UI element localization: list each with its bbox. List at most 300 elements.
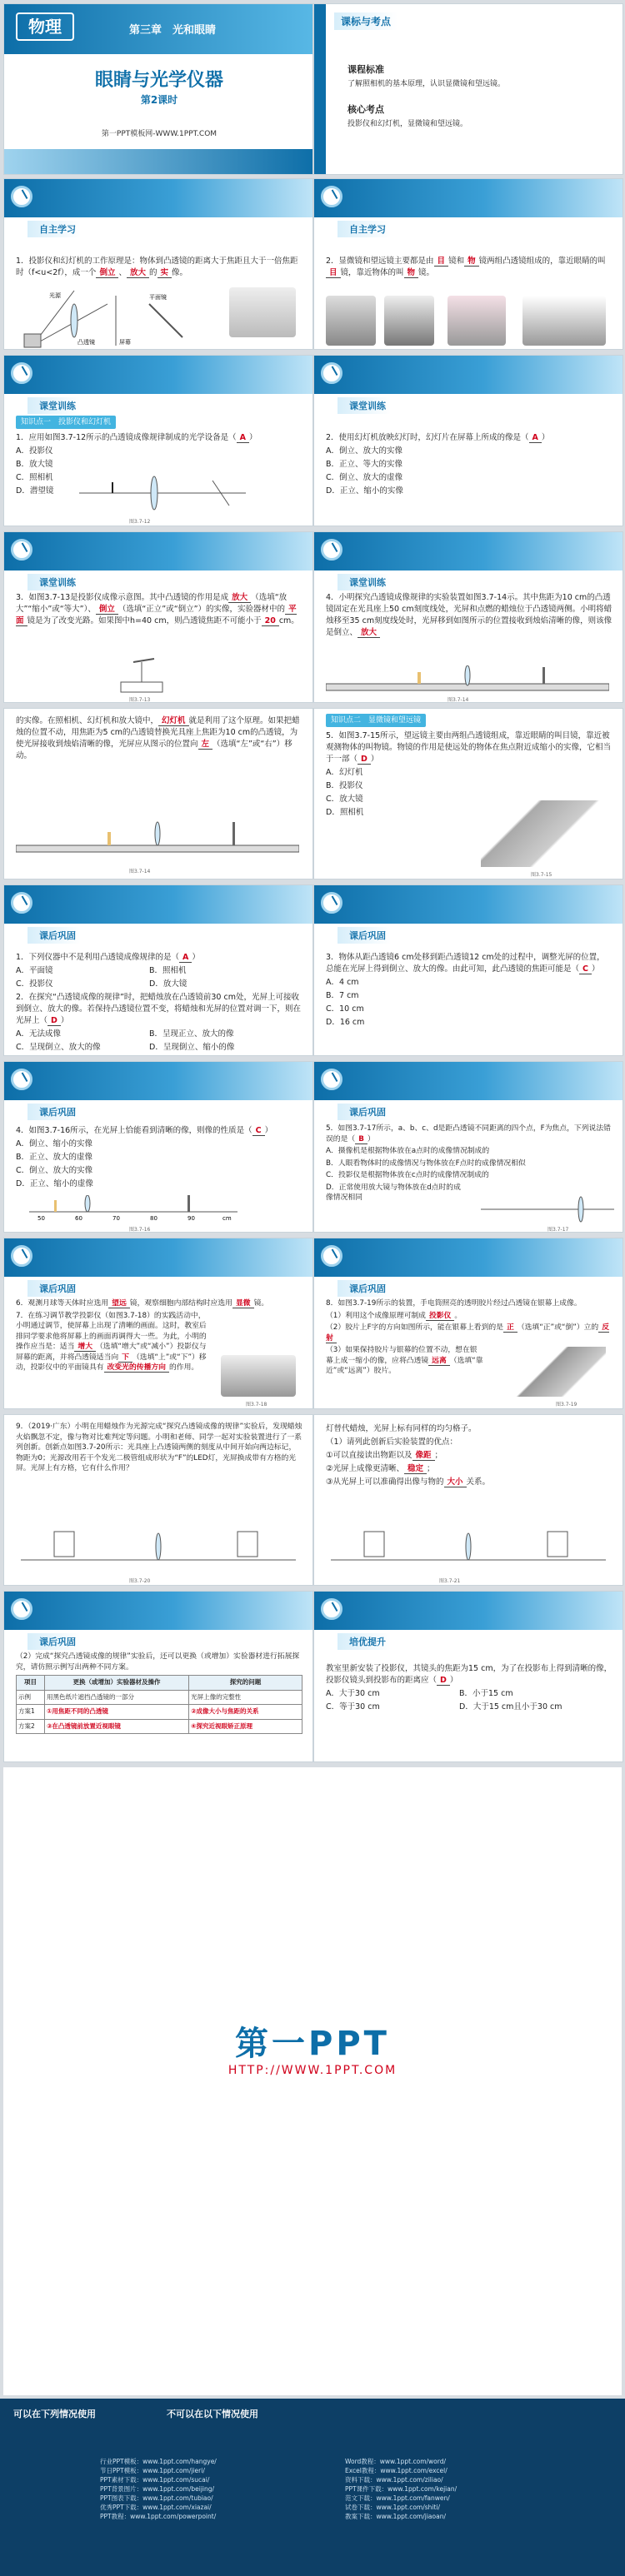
q-answer: A <box>237 433 249 443</box>
question-block <box>326 952 612 1030</box>
figure-caption: 图3.7-20 <box>129 1578 151 1584</box>
subject-badge: 物理 <box>16 12 74 41</box>
table-cell: ③在凸透镜前放置近视眼镜 <box>45 1719 189 1734</box>
option-a: A．倒立、放大的实像 <box>326 446 402 456</box>
brand-area <box>3 1767 622 2395</box>
q2-text-d: 镜，靠近物体的叫 <box>340 268 404 277</box>
pen-icon <box>321 186 342 207</box>
option-b: B．正立、等大的实像 <box>326 460 403 469</box>
q-end: ） <box>449 1676 458 1685</box>
classroom-slide-1 <box>3 355 313 526</box>
review-slide-6 <box>313 1238 623 1409</box>
footer-link[interactable]: 节日PPT模板：www.1ppt.com/jieri/ <box>100 2467 205 2474</box>
table-row <box>17 1705 302 1720</box>
question-1 <box>16 256 302 279</box>
option-b: B．人眼看物体时的成像情况与物体放在F点时的成像情况相似 <box>326 1158 526 1168</box>
q6-text-a: 6．观测月球等天体时应选用 <box>16 1299 109 1308</box>
knowledge-tag: 知识点二 显微镜和望远镜 <box>326 714 426 727</box>
telescope-photo <box>448 296 506 346</box>
option-b: B．投影仪 <box>326 781 363 790</box>
footer-link[interactable]: 资料下载：www.1ppt.com/ziliao/ <box>345 2476 443 2484</box>
question-4-cont <box>16 715 302 762</box>
options-row-1 <box>326 1688 612 1700</box>
p3-answer: 稳定 <box>404 1464 427 1474</box>
q1-answer-3: 实 <box>158 268 172 278</box>
pen-icon <box>321 539 342 561</box>
q7-text-a: 7．在练习调节教学投影仪（如图3.7-18）的实践活动中，小明通过调节，使屏幕上出现了清晰的画面。这时，教室后排同学要求他将屏幕上的画面再调得大一些。为此，小明的操作应当是：适当 <box>16 1311 207 1351</box>
scale-bench <box>29 1195 238 1222</box>
q2-answer-4: 物 <box>404 268 419 278</box>
option-a: A．幻灯机 <box>326 768 363 777</box>
option-b: B．照相机 <box>149 966 187 975</box>
option-c: C．照相机 <box>16 473 53 482</box>
q-intro: （2）完成“探究凸透镜成像的规律”实验后，还可以更换（或增加）实验器材进行拓展探究，请仿照示例写出两种不同方案。 <box>16 1652 300 1672</box>
option-d: D．照相机 <box>326 808 364 817</box>
q-answer: B <box>355 1135 368 1144</box>
option-d: D．正立、缩小的虚像 <box>16 1179 93 1188</box>
figure-caption: 图3.7-12 <box>129 519 151 525</box>
fig-label-mirror: 平面镜 <box>149 294 167 301</box>
tick-90: 90 <box>188 1215 195 1222</box>
classroom-slide-6 <box>313 708 623 879</box>
q-answer: A <box>529 433 542 443</box>
lens-diagram <box>79 472 246 514</box>
table-cell: ④探究近视眼矫正原理 <box>189 1719 302 1734</box>
section-label: 课堂训练 <box>338 574 391 590</box>
q2-options-1 <box>16 1029 302 1040</box>
tick-70: 70 <box>112 1215 120 1222</box>
question-text <box>326 952 612 975</box>
q-text: 1．应用如图3.7-12所示的凸透镜成像规律制成的光学设备是（ <box>16 433 237 442</box>
q2-text-b: 镜和 <box>448 257 465 266</box>
plan-table <box>16 1675 302 1734</box>
q1-text: 1．下列仪器中不是利用凸透镜成像规律的是（ <box>16 953 180 962</box>
section-label: 自主学习 <box>338 221 391 237</box>
review-slide-4 <box>313 1061 623 1233</box>
footer-heading-1: 可以在下列情况使用 <box>13 2409 96 2419</box>
q-answer: D <box>437 1676 450 1686</box>
q4-answer-1: 放大 <box>358 628 380 638</box>
figure-caption: 图3.7-16 <box>129 1227 151 1233</box>
q7-answer-1: 增大 <box>74 1343 96 1352</box>
slide-header <box>4 179 312 217</box>
option-d: D．正常使用放大镜与物体放在d点时的成像情况相同 <box>326 1183 461 1202</box>
table-row <box>17 1719 302 1734</box>
q2-answer-1: 目 <box>434 257 449 267</box>
footer <box>0 2399 625 2576</box>
option-a: A．4 cm <box>326 978 359 987</box>
section-label: 自主学习 <box>28 221 81 237</box>
q-text: 3．物体从距凸透镜6 cm处移到距凸透镜12 cm处的过程中，调整光屏的位置，总能在光屏上得到倒立、放大的像。由此可知，此凸透镜的焦距可能是（ <box>326 953 605 974</box>
table-cell: 用黑色纸片遮挡凸透镜的一部分 <box>45 1690 189 1705</box>
p2-end: ； <box>434 1451 443 1460</box>
microscope-photo-2 <box>384 296 434 346</box>
cover-wave <box>4 149 313 174</box>
q3-text-3: （选填“正立”或“倒立”）的实像，实验器材中的 <box>118 605 286 614</box>
q1-end: ） <box>192 953 200 962</box>
q8-part-1 <box>326 1311 612 1322</box>
q3-text-4: 镜是为了改变光路。如果图中h=40 cm，则凸透镜焦距不可能小于 <box>27 616 262 625</box>
slide-header <box>314 885 622 924</box>
q2-answer-3: 目 <box>326 268 341 278</box>
q6-text-b: 镜，观察细胞内部结构时应选用 <box>129 1299 232 1308</box>
q-end: ） <box>367 1134 375 1144</box>
classroom-slide-2 <box>313 355 623 526</box>
q-end: ） <box>592 964 600 974</box>
brand-url: HTTP://WWW.1PPT.COM <box>228 2064 398 2077</box>
brand-logo: 第一PPT <box>235 2025 390 2063</box>
q4c-answer-1: 幻灯机 <box>158 716 189 726</box>
figure-caption: 图3.7-15 <box>531 872 552 878</box>
q3-text-1: 3．如图3.7-13是投影仪成像示意图。其中凸透镜的作用是成 <box>16 593 229 602</box>
standards-slide <box>313 3 623 175</box>
fig-label-screen: 屏幕 <box>119 339 131 346</box>
table-cell: ②成像大小与焦距的关系 <box>189 1705 302 1720</box>
option-a: A．大于30 cm <box>326 1689 380 1698</box>
pen-icon <box>11 1245 32 1267</box>
option-a: A．摄像机是根据物体放在a点时的成像情况制成的 <box>326 1147 490 1155</box>
review-slide-1 <box>3 884 313 1056</box>
option-b: B．放大镜 <box>16 460 53 469</box>
cover-slide <box>3 3 313 175</box>
knowledge-tag: 知识点一 投影仪和幻灯机 <box>16 416 116 429</box>
slide-header <box>314 1062 622 1100</box>
p2-answer-2: 反射 <box>326 1323 610 1343</box>
section-label: 课标与考点 <box>334 12 398 30</box>
projector-schematic <box>96 657 196 694</box>
footer-link[interactable]: 优秀PPT下载：www.1ppt.com/xiazai/ <box>100 2504 212 2511</box>
q9-text: 9．（2019·广东）小明在用蜡烛作为光源完成“探究凸透镜成像的规律”实验后，发现蜡烛火焰飘忽不定，像与物对比难判定等问题。小明和老师、同学一起对实验装置进行了一系列创新。创新点如图3.7-20所示：光具座上凸透镜两侧的刻度从中间开始向两边标记，物距为0；光源改用若干个发光二极管组成形状为“F”的LED灯，光屏换成带有方格的光屏。光屏上有方格，它有什么作用？ <box>16 1423 302 1472</box>
q9c-part-4 <box>326 1477 612 1488</box>
option-c: C．等于30 cm <box>326 1702 380 1712</box>
q4c-answer-2: 左 <box>198 740 213 750</box>
footer-link[interactable]: Excel教程：www.1ppt.com/excel/ <box>345 2467 448 2474</box>
p2-answer: 正 <box>503 1323 518 1333</box>
table-header: 项目 <box>17 1676 45 1691</box>
option-c: C．呈现倒立、放大的像 <box>16 1043 101 1052</box>
option-d: D．放大镜 <box>149 979 188 989</box>
q-end: ） <box>541 433 550 442</box>
review-slide-2 <box>313 884 623 1056</box>
table-cell: 示例 <box>17 1690 45 1705</box>
pen-icon <box>11 362 32 384</box>
question-6 <box>16 1298 302 1309</box>
question-block <box>326 432 612 499</box>
fig-label-light: 光源 <box>49 292 61 299</box>
footer-heading-2: 不可以在以下情况使用 <box>167 2409 258 2419</box>
slide-header <box>4 356 312 394</box>
option-d: D．16 cm <box>326 1018 365 1027</box>
options-row-2 <box>326 1702 612 1713</box>
footer-link[interactable]: 行业PPT模板：www.1ppt.com/hangye/ <box>100 2458 217 2465</box>
self-study-slide-1 <box>3 178 313 350</box>
q-end: ） <box>249 433 258 442</box>
q6-answer-1: 望远 <box>108 1299 130 1308</box>
slide-header <box>314 1238 622 1277</box>
advanced-slide <box>313 1591 623 1762</box>
q2-answer: D <box>48 1016 61 1026</box>
q8-part-3 <box>326 1345 484 1377</box>
footer-link[interactable]: PPT背景图片：www.1ppt.com/beijing/ <box>100 2485 215 2493</box>
pen-icon <box>321 892 342 914</box>
classroom-slide-3 <box>3 531 313 703</box>
footer-link[interactable]: 教案下载：www.1ppt.com/jiaoan/ <box>345 2513 446 2520</box>
table-row <box>17 1690 302 1705</box>
tick-unit: cm <box>222 1215 232 1222</box>
table-header: 更换（或增加）实验器材及操作 <box>45 1676 189 1691</box>
projector-diagram <box>16 287 208 349</box>
pen-icon <box>11 539 32 561</box>
figure-caption: 图3.7-19 <box>556 1402 578 1408</box>
lens-points-diagram <box>481 1195 614 1223</box>
pen-icon <box>321 1598 342 1620</box>
p3-answer: 远离 <box>428 1357 450 1366</box>
q7-text-b: （选填“增大”或“减小”）投影仪与屏幕的距离，并将凸透镜适当向 <box>16 1343 207 1362</box>
lesson-label: 第2课时 <box>140 94 178 106</box>
slide-header <box>4 532 312 571</box>
q-text: 4．如图3.7-16所示，在光屏上恰能看到清晰的像，则像的性质是（ <box>16 1126 252 1135</box>
classroom-slide-5 <box>3 708 313 879</box>
question-text <box>326 432 612 444</box>
q9c-part-2 <box>326 1450 612 1462</box>
p4-end: 关系。 <box>466 1477 491 1487</box>
p1-answer: 投影仪 <box>426 1312 454 1321</box>
pen-icon <box>11 1069 32 1090</box>
question-9-cont <box>326 1423 612 1490</box>
figure-caption: 图3.7-14 <box>129 869 151 874</box>
option-d: D．呈现倒立、缩小的像 <box>149 1043 235 1052</box>
self-study-slide-2 <box>313 178 623 350</box>
q6-text-c: 镜。 <box>253 1299 269 1308</box>
section-label: 课堂训练 <box>28 574 81 590</box>
q1-text-d: 像。 <box>172 268 188 277</box>
q-answer: C <box>579 964 592 974</box>
p3-end: （选填“靠近”或“远离”）胶片。 <box>326 1356 483 1375</box>
pen-icon <box>321 1245 342 1267</box>
core-text: 投影仪和幻灯机，显微镜和望远镜。 <box>348 120 468 128</box>
option-d: D．大于15 cm且小于30 cm <box>459 1702 562 1712</box>
tick-50: 50 <box>38 1215 45 1222</box>
page-title: 眼睛与光学仪器 <box>94 70 223 91</box>
section-label: 课后巩固 <box>338 1104 391 1120</box>
table-header: 探究的问题 <box>189 1676 302 1691</box>
chapter-title: 第三章 光和眼睛 <box>129 24 217 37</box>
q1-text-c: 的 <box>148 268 158 277</box>
q-end: ） <box>370 755 379 764</box>
question-text <box>16 432 302 444</box>
question-text <box>326 1124 612 1144</box>
p3-end: ； <box>427 1464 435 1473</box>
option-b: B．小于15 cm <box>459 1689 513 1698</box>
optical-bench <box>326 665 609 694</box>
led-bench-diagram <box>21 1523 296 1570</box>
q3-answer-3: 平面 <box>16 605 297 625</box>
p1-end: 。 <box>454 1311 462 1320</box>
option-a: A．无法成像 <box>16 1029 61 1039</box>
q-text: 2．使用幻灯机放映幻灯时，幻灯片在屏幕上所成的像是（ <box>326 433 529 442</box>
p2-text: ①可以直接读出物距以及 <box>326 1451 412 1460</box>
option-c: C．倒立、放大的虚像 <box>326 473 403 482</box>
footer-link[interactable]: 试卷下载：www.1ppt.com/shiti/ <box>345 2504 441 2511</box>
q3-text-2: （选填“放大”“缩小”或“等大”）、 <box>16 593 288 614</box>
q7-text-c: （选填“上”或“下”）移动，投影仪中的平面镜具有 <box>16 1353 207 1372</box>
cover-site: 第一PPT模板网-WWW.1PPT.COM <box>101 130 218 138</box>
q2-text: 2．在探究“凸透镜成像的规律”时，把蜡烛放在凸透镜前30 cm处，光屏上可接收到倒立、放大的像。若保持凸透镜位置不变，将蜡烛和光屏的位置对调一下，则在光屏上（ <box>16 993 302 1025</box>
fig-label-lens: 凸透镜 <box>78 339 95 346</box>
q2-answer-2: 物 <box>464 257 479 267</box>
option-d: D．潜望镜 <box>16 486 54 496</box>
q3-answer-1: 放大 <box>228 593 251 603</box>
question-block <box>16 1652 302 1734</box>
projector-figure <box>221 1355 296 1397</box>
slide-header <box>4 885 312 924</box>
q1-answer-1: 倒立 <box>96 268 118 278</box>
q6-answer-2: 显微 <box>232 1299 254 1308</box>
review-slide-8 <box>313 1414 623 1586</box>
q4c-text-1: 的实像。在照相机、幻灯机和放大镜中， <box>16 716 159 725</box>
q2-text-a: 2．显微镜和望远镜主要都是由 <box>326 257 434 266</box>
optical-bench <box>16 817 299 859</box>
q8-text: 8．如图3.7-19所示的装置，手电筒照亮的透明胶片经过凸透镜在银幕上成像。 <box>326 1299 582 1308</box>
led-bench-diagram-2 <box>331 1523 606 1570</box>
pen-icon <box>11 892 32 914</box>
q1-options-2 <box>16 979 302 990</box>
section-label: 课后巩固 <box>28 927 81 944</box>
option-b: B．正立、放大的虚像 <box>16 1153 93 1162</box>
q3-answer-2: 倒立 <box>96 605 118 615</box>
p1-text: （1）利用这个成像原理可制成 <box>326 1311 426 1320</box>
tick-60: 60 <box>75 1215 82 1222</box>
q3-text-5: cm。 <box>278 616 299 625</box>
pen-icon <box>321 1069 342 1090</box>
slide-header <box>4 1062 312 1100</box>
q7-answer-3: 改变光的传播方向 <box>104 1363 169 1373</box>
pen-icon <box>11 1598 32 1620</box>
option-c: C．投影仪 <box>16 979 53 989</box>
slide-header <box>314 532 622 571</box>
q4c-text-3: （选填“左”或“右”）移动。 <box>16 740 292 760</box>
p2-end: （选填“正”或“倒”）立的 <box>517 1323 599 1332</box>
footer-link[interactable]: Word教程：www.1ppt.com/word/ <box>345 2458 446 2465</box>
section-label: 课堂训练 <box>338 397 391 414</box>
table-cell: ①用焦距不同的凸透镜 <box>45 1705 189 1720</box>
q9c-text: 灯替代蜡烛，光屏上标有同样的均匀格子。 <box>326 1424 477 1433</box>
slide-header <box>314 356 622 394</box>
slide-header <box>314 179 622 217</box>
question-1 <box>16 952 302 964</box>
option-a: A．投影仪 <box>16 446 53 456</box>
p4-text: ③从光屏上可以准确得出像与物的 <box>326 1477 444 1487</box>
figure-caption: 图3.7-18 <box>246 1402 268 1408</box>
option-a: A．倒立、缩小的实像 <box>16 1139 92 1148</box>
q-end: ） <box>264 1126 273 1135</box>
question-4 <box>326 592 612 639</box>
question-block <box>326 1124 612 1205</box>
slide-header <box>314 1592 622 1630</box>
section-label: 课后巩固 <box>28 1104 81 1120</box>
q2-options-2 <box>16 1042 302 1054</box>
q7-text-d: 的作用。 <box>168 1363 199 1372</box>
option-c: C．放大镜 <box>326 795 363 804</box>
q9c-part-1: （1）请列此创新后实验装置的优点： <box>326 1437 458 1447</box>
option-c: C．10 cm <box>326 1004 364 1014</box>
q-text: 5．如图3.7-17所示，a、b、c、d是距凸透镜不同距离的四个点，F为焦点，下列说法错误的是（ <box>326 1124 611 1144</box>
footer-link[interactable]: PPT图表下载：www.1ppt.com/tubiao/ <box>100 2494 213 2502</box>
q7-answer-2: 下 <box>118 1353 132 1363</box>
section-label: 课后巩固 <box>28 1633 81 1650</box>
section-label: 课堂训练 <box>28 397 81 414</box>
telescope-figure <box>481 800 606 867</box>
q3-answer-4: 20 <box>262 616 279 626</box>
question-2 <box>326 256 612 279</box>
question-block <box>16 1125 302 1192</box>
q4-text-1: 4．小明探究凸透镜成像规律的实验装置如图3.7-14示。其中焦距为10 cm的凸透镜固定在光具座上50 cm刻度线处，光屏和点燃的蜡烛位于凸透镜两侧。小明将蜡烛移至35 cm刻度线处时，光屏移到如图所示的位置接收到烛焰清晰的像，则该像是倒立、 <box>326 593 612 637</box>
figure-caption: 图3.7-14 <box>448 697 469 703</box>
option-d: D．正立、缩小的实像 <box>326 486 403 496</box>
q-text: 教室里新安装了投影仪，其镜头的焦距为15 cm，为了在投影布上得到清晰的像，投影仪镜头到投影布的距离应（ <box>326 1664 612 1685</box>
standards-text: 了解照相机的基本原理，认识显微镜和望远镜。 <box>348 80 506 88</box>
section-label: 课后巩固 <box>28 1280 81 1297</box>
table-cell: 光屏上像的完整性 <box>189 1690 302 1705</box>
option-c: C．倒立、放大的实像 <box>16 1166 93 1175</box>
footer-link[interactable]: PPT课件下载：www.1ppt.com/kejian/ <box>345 2485 458 2493</box>
q1-text-b: 、 <box>118 268 127 277</box>
question-9 <box>16 1422 302 1476</box>
footer-link[interactable]: PPT教程：www.1ppt.com/powerpoint/ <box>100 2513 217 2520</box>
p2-text: （2）胶片上F字的方向如图所示，能在银幕上看到的是 <box>326 1323 503 1332</box>
q1-text-a: 1．投影仪和幻灯机的工作原理是：物体到凸透镜的距离大于焦距且大于一倍焦距时（f<u<2f），成一个 <box>16 257 298 277</box>
option-b: B．7 cm <box>326 991 359 1000</box>
telescope-photo-2 <box>522 296 606 346</box>
question-block <box>16 952 302 1055</box>
p2-answer: 像距 <box>412 1451 435 1461</box>
slide-header <box>4 1238 312 1277</box>
footer-links <box>100 2457 583 2521</box>
section-label: 培优提升 <box>338 1633 391 1650</box>
question-block <box>326 1663 612 1715</box>
p3-text: （3）如果保持胶片与银幕的位置不动，想在银幕上成一缩小的像，应将凸透镜 <box>326 1346 478 1365</box>
p4-answer: 大小 <box>444 1477 467 1487</box>
pen-icon <box>321 362 342 384</box>
review-slide-5 <box>3 1238 313 1409</box>
question-text <box>326 730 612 765</box>
table-header-row <box>17 1676 302 1691</box>
figure-caption: 图3.7-13 <box>129 697 151 703</box>
q-text: 5．如图3.7-15所示，望远镜主要由两组凸透镜组成，靠近眼睛的叫目镜，靠近被观测物体的叫物镜。物镜的作用是使远处的物体在焦点附近成缩小的实像，它相当于一部（ <box>326 731 612 764</box>
question-3 <box>16 592 302 627</box>
section-label: 课后巩固 <box>338 927 391 944</box>
figure-caption: 图3.7-21 <box>439 1578 461 1584</box>
q4c-text-2: 就是利用了这个原理。如果把蜡烛的位置不动，用焦距为5 cm的凸透镜替换光具座上焦距为10 cm的凸透镜，为使光屏接收到烛焰清晰的像，光屏应从图示的位置向 <box>16 716 300 749</box>
review-slide-7 <box>3 1414 313 1586</box>
footer-link[interactable]: PPT素材下载：www.1ppt.com/sucai/ <box>100 2476 210 2484</box>
classroom-slide-4 <box>313 531 623 703</box>
review-slide-3 <box>3 1061 313 1233</box>
section-label: 课后巩固 <box>338 1280 391 1297</box>
slide-header <box>314 4 326 175</box>
footer-link[interactable]: 范文下载：www.1ppt.com/fanwen/ <box>345 2494 450 2502</box>
q2-text-e: 镜。 <box>418 268 435 277</box>
q-answer: C <box>252 1126 265 1136</box>
slide-header <box>4 1592 312 1630</box>
q-answer: D <box>358 755 371 765</box>
core-heading: 核心考点 <box>348 104 384 115</box>
flashlight-figure <box>506 1347 606 1397</box>
review-slide-9 <box>3 1591 313 1762</box>
table-cell: 方案1 <box>17 1705 45 1720</box>
option-b: B．呈现正立、放大的像 <box>149 1029 234 1039</box>
q1-answer: A <box>179 953 192 963</box>
